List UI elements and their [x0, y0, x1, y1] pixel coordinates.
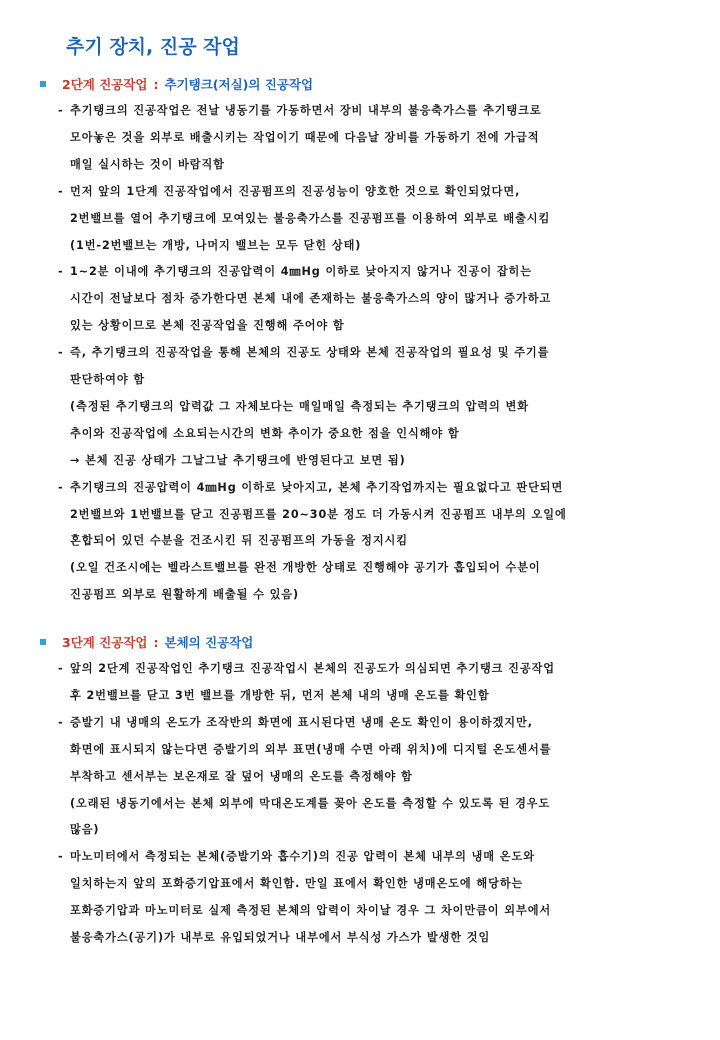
square-bullet-icon — [40, 81, 46, 87]
list-item-text: 즉, 추기탱크의 진공작업을 통해 본체의 진공도 상태와 본체 진공작업의 필요성 및 주기를 — [70, 346, 550, 360]
list-item-continuation: 2번밸브를 열어 추기탱크에 모여있는 불응축가스를 진공펌프를 이용하여 외부로 배출시킴 — [70, 211, 551, 225]
list-item-text: 마노미터에서 측정되는 본체(증발기와 흡수기)의 진공 압력이 본체 내부의 냉매 온도와 — [70, 850, 535, 864]
section-step-label: 3단계 진공작업 — [62, 635, 148, 650]
section-colon: : — [153, 76, 159, 92]
list-dash: - — [58, 480, 64, 494]
list-item-continuation: 부착하고 센서부는 보온재로 잘 덮어 냉매의 온도를 측정해야 함 — [70, 769, 413, 783]
section-step-label: 2단계 진공작업 — [62, 77, 148, 92]
list-item-continuation: (오래된 냉동기에서는 본체 외부에 막대온도계를 꽂아 온도를 측정할 수 있도록 된 경우도 — [70, 796, 551, 810]
list-item-continuation: 후 2번밸브를 닫고 3번 밸브를 개방한 뒤, 먼저 본체 내의 냉매 온도를 확인함 — [70, 688, 490, 702]
list-item-continuation: 매일 실시하는 것이 바람직함 — [70, 157, 225, 171]
list-item-text: 추기탱크의 진공작업은 전날 냉동기를 가동하면서 장비 내부의 불응축가스를 추기탱크로 — [70, 104, 542, 117]
section-colon: : — [153, 634, 159, 650]
list-item-continuation: 추이와 진공작업에 소요되는시간의 변화 추이가 중요한 점을 인식해야 함 — [70, 426, 460, 440]
list-dash: - — [58, 346, 64, 360]
list-item-continuation: 혼합되어 있던 수분을 건조시킨 뒤 진공펌프의 가동을 정지시킴 — [70, 534, 408, 548]
list-item-continuation: 일치하는지 앞의 포화증기압표에서 확인함. 만일 표에서 확인한 냉매온도에 해당하는 — [70, 877, 524, 891]
list-item-continuation: 많음) — [70, 823, 100, 837]
list-dash: - — [58, 265, 64, 279]
list-item-continuation: 불응축가스(공기)가 내부로 유입되었거나 내부에서 부식성 가스가 발생한 것임 — [70, 931, 491, 944]
list-item-text: 앞의 2단계 진공작업인 추기탱크 진공작업시 본체의 진공도가 의심되면 추기탱크 진공작업 — [70, 662, 556, 675]
list-item-text: 1~2분 이내에 추기탱크의 진공압력이 4㎜Hg 이하로 낮아지지 않거나 진공이 잡히는 — [70, 265, 532, 279]
square-bullet-icon — [40, 639, 46, 645]
list-item-continuation: 판단하여야 함 — [70, 373, 146, 386]
list-dash: - — [58, 850, 64, 864]
section-2 — [0, 74, 720, 624]
list-item-text: 추기탱크의 진공압력이 4㎜Hg 이하로 낮아지고, 본체 추기작업까지는 필요없다고 판단되면 — [70, 480, 564, 494]
section-heading — [40, 74, 313, 94]
list-item-text: 먼저 앞의 1단계 진공작업에서 진공펌프의 진공성능이 양호한 것으로 확인되었다면, — [70, 184, 521, 198]
list-item-continuation: → 본체 진공 상태가 그날그날 추기탱크에 반영된다고 보면 됨) — [70, 453, 406, 467]
list-dash: - — [58, 104, 64, 117]
section-topic: 추기탱크(저실)의 진공작업 — [164, 77, 314, 92]
list-dash: - — [58, 662, 64, 675]
list-item-continuation: (오일 건조시에는 벨라스트밸브를 완전 개방한 상태로 진행해야 공기가 흡입되어 수분이 — [70, 561, 541, 575]
list-item-continuation: 있는 상황이므로 본체 진공작업을 진행해 주어야 함 — [70, 319, 345, 333]
section-topic: 본체의 진공작업 — [164, 635, 254, 650]
list-item-continuation: 포화증기압과 마노미터로 실제 측정된 본체의 압력이 차이날 경우 그 차이만큼이 외부에서 — [70, 904, 552, 918]
list-item-continuation: (1번-2번밸브는 개방, 나머지 밸브는 모두 닫힌 상태) — [70, 238, 362, 252]
list-item-continuation: 시간이 전날보다 점차 증가한다면 본체 내에 존재하는 불응축가스의 양이 많거나 증가하고 — [70, 292, 552, 306]
list-item-continuation: 2번밸브와 1번밸브를 닫고 진공펌프를 20~30분 정도 더 가동시켜 진공펌프 내부의 오일에 — [70, 507, 567, 521]
list-item-continuation: 모아놓은 것을 외부로 배출시키는 작업이기 때문에 다음날 장비를 가동하기 전에 가급적 — [70, 130, 540, 144]
list-item-continuation: 화면에 표시되지 않는다면 증발기의 외부 표면(냉매 수면 아래 위치)에 디지털 온도센서를 — [70, 742, 552, 756]
list-item-text: 증발기 내 냉매의 온도가 조작반의 화면에 표시된다면 냉매 온도 확인이 용이하겠지만, — [70, 715, 533, 729]
list-dash: - — [58, 715, 64, 729]
list-item-continuation: 진공펌프 외부로 원활하게 배출될 수 있음) — [70, 588, 300, 602]
page-title: 추기 장치, 진공 작업 — [66, 36, 240, 58]
list-item-continuation: (측정된 추기탱크의 압력값 그 자체보다는 매일매일 측정되는 추기탱크의 압력의 변화 — [70, 399, 529, 413]
section-3 — [0, 632, 720, 967]
list-dash: - — [58, 184, 64, 198]
section-heading — [40, 632, 253, 652]
